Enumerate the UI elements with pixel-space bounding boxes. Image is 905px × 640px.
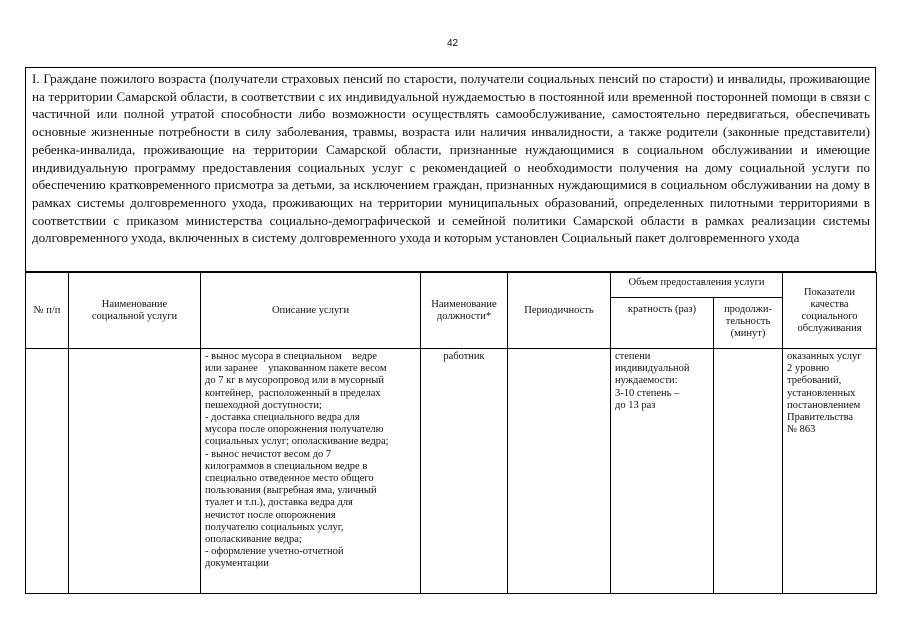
quality-text — [783, 349, 876, 438]
frequency-line: степени — [615, 351, 651, 362]
description-line: контейнер, расположенный в пределах — [205, 387, 381, 399]
position-text: работник — [443, 351, 485, 362]
table-row — [26, 349, 877, 594]
description-line: мусора после опорожнения получателю — [205, 424, 384, 436]
description-line: документации — [205, 558, 269, 570]
description-line: килограммов в специальном ведре в — [205, 460, 368, 472]
description-line: или заранее упакованном пакете весом — [205, 363, 387, 375]
description-line: - вынос нечистот весом до 7 — [205, 448, 332, 460]
frequency-line: до 13 раз — [615, 399, 656, 411]
header-frequency: кратность (раз) — [611, 298, 714, 349]
description-line: пользования (выгребная яма, уличный — [205, 485, 377, 497]
quality-line: постановлением — [787, 399, 861, 411]
header-volume: Объем предоставления услуги — [611, 273, 783, 298]
cell-service-name — [69, 349, 201, 594]
quality-line: 2 уровню — [787, 363, 830, 375]
description-line: туалет и т.п.), доставка ведра для — [205, 497, 353, 509]
description-line: получателю социальных услуг, — [205, 521, 344, 533]
header-periodicity: Периодичность — [508, 273, 611, 349]
page-number: 42 — [446, 38, 459, 49]
header-description: Описание услуги — [201, 273, 421, 349]
description-line: - доставка специального ведра для — [205, 412, 360, 424]
section-header-text: I. Граждане пожилого возраста (получатели страховых пенсий по старости, получатели социальных пенсий по старости) и инвалиды, проживающие на территории Самарской области, в соответствии с их индивидуальной нуждаемостью в постоянной или временной посторонней помощи в связи с частичной или полной утратой способности либо возможности осуществлять самообслуживание, самостоятельно передвигаться, обеспечивать основные жизненные потребности в силу заболевания, травмы, возраста или наличия инвалидности, а также родители (законные представители) ребенка-инвалида, проживающие на территории Самарской области, признанные нуждающимися в социальном обслуживании и имеющие индивидуальную программу предоставления социальных услуг с рекомендацией о необходимости получения на дому социальной услуги по обеспечению кратковременного присмотра за детьми, за исключением граждан, признанных нуждающимися в социальном обслуживании на дому в рамках системы долговременного ухода, проживающих на территории муниципальных образований, определенных пилотными территориями в соответствии с приказом министерства социально-демографической и семейной политики Самарской области в рамках реализации системы долговременного ухода, включенных в систему долговременного ухода и которым установлен Социальный пакет долговременного ухода — [32, 71, 870, 246]
cell-quality — [783, 349, 877, 594]
frequency-line: нуждаемости: — [615, 375, 678, 387]
frequency-text — [611, 349, 713, 414]
services-table — [25, 272, 877, 594]
header-position: Наименование должности* — [421, 273, 508, 349]
description-line: пешеходной доступности; — [205, 399, 322, 411]
description-line: до 7 кг в мусоропровод или в мусорный — [205, 375, 384, 387]
cell-periodicity — [508, 349, 611, 594]
frequency-line: индивидуальной — [615, 363, 690, 375]
header-num: № п/п — [26, 273, 69, 349]
description-line: специально отведенное место общего — [205, 473, 374, 485]
cell-frequency — [611, 349, 714, 594]
quality-line: № 863 — [787, 424, 816, 436]
header-service-name: Наименование социальной услуги — [69, 273, 201, 349]
quality-line: Правительства — [787, 412, 854, 424]
quality-line: установленных — [787, 387, 856, 399]
description-line: социальных услуг; ополаскивание ведра; — [205, 436, 389, 448]
quality-line: оказанных услуг — [787, 351, 862, 362]
description-text — [201, 349, 420, 573]
cell-position — [421, 349, 508, 594]
description-line: ополаскивание ведра; — [205, 534, 302, 546]
header-quality: Показатели качества социального обслуживания — [783, 273, 877, 349]
header-row-1 — [26, 273, 877, 298]
cell-description — [201, 349, 421, 594]
description-line: нечистот после опорожнения — [205, 509, 336, 521]
description-line: - вынос мусора в специальном ведре — [205, 351, 377, 362]
frequency-line: 3-10 степень – — [615, 387, 680, 399]
cell-duration — [714, 349, 783, 594]
section-header — [25, 67, 876, 272]
quality-line: требований, — [787, 375, 842, 387]
cell-num — [26, 349, 69, 594]
description-line: - оформление учетно-отчетной — [205, 546, 344, 558]
header-duration: продолжи-тельность (минут) — [714, 298, 783, 349]
